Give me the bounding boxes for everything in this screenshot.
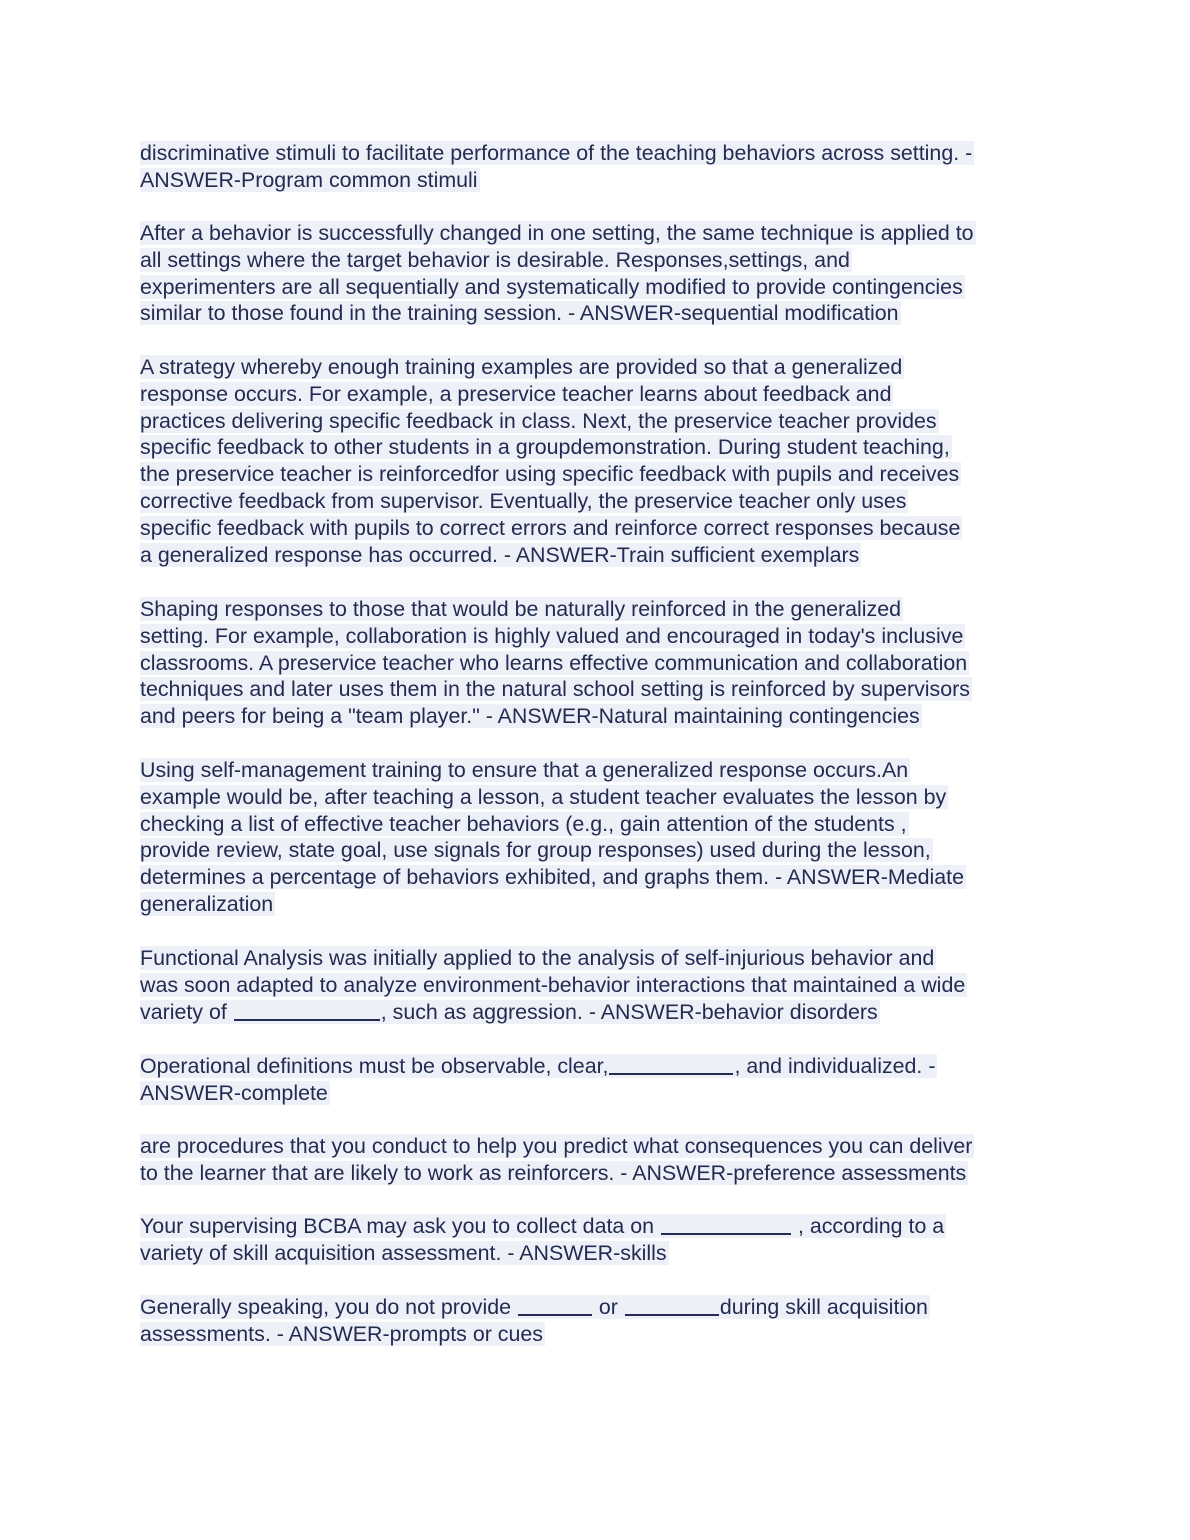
- entry-text-line: specific feedback to other students in a groupdemonstration. During student teaching,: [140, 435, 950, 460]
- blank-suffix-text: , and individualized. -: [734, 1054, 936, 1078]
- blank-suffix-text: during skill acquisition: [719, 1295, 928, 1319]
- blank-prefix-text: Operational definitions must be observable, clear,: [140, 1054, 609, 1078]
- entry-text-line: corrective feedback from supervisor. Eventually, the preservice teacher only uses: [140, 488, 907, 513]
- entry-text-line: A strategy whereby enough training examples are provided so that a generalized: [140, 355, 903, 379]
- entry-text-line: determines a percentage of behaviors exhibited, and graphs them. - ANSWER-Mediate: [140, 865, 964, 890]
- entry-text-line: techniques and later uses them in the natural school setting is reinforced by supervisors: [140, 677, 970, 702]
- entry-text-line: Using self-management training to ensure that a generalized response occurs.An: [140, 758, 909, 782]
- blank-middle-text: or: [592, 1295, 624, 1319]
- entry-text-line: example would be, after teaching a lesson, a student teacher evaluates the lesson by: [140, 784, 947, 809]
- entry-text-line: provide review, state goal, use signals for group responses) used during the lesson,: [140, 838, 931, 863]
- qa-entry-skills: [140, 1213, 1050, 1267]
- entry-text-line: Shaping responses to those that would be naturally reinforced in the generalized: [140, 597, 902, 621]
- qa-entry-sequential-modification: [140, 220, 1050, 327]
- blank-prefix-text: Your supervising BCBA may ask you to collect data on: [140, 1214, 660, 1238]
- entry-text-line: assessments. - ANSWER-prompts or cues: [140, 1321, 543, 1346]
- blank-suffix-text: , according to a: [792, 1214, 945, 1238]
- entry-text-line: was soon adapted to analyze environment-behavior interactions that maintained a wide: [140, 972, 966, 997]
- qa-entry-mediate-generalization: [140, 757, 1050, 918]
- entry-text-line: Functional Analysis was initially applied to the analysis of self-injurious behavior and: [140, 946, 935, 970]
- entry-blank-line: [140, 1214, 946, 1238]
- entry-text-line: experimenters are all sequentially and systematically modified to provide contingencies: [140, 274, 963, 299]
- blank-prefix-text: Generally speaking, you do not provide: [140, 1295, 517, 1319]
- fill-in-blank: [625, 1294, 719, 1316]
- entry-blank-line: [140, 1295, 930, 1319]
- entry-text-line: all settings where the target behavior is desirable. Responses,settings, and: [140, 247, 850, 272]
- entry-text-line: and peers for being a "team player." - ANSWER-Natural maintaining contingencies: [140, 704, 920, 729]
- entry-text-line: variety of skill acquisition assessment. - ANSWER-skills: [140, 1240, 667, 1265]
- entry-text-line: After a behavior is successfully changed in one setting, the same technique is applied to: [140, 221, 974, 245]
- entry-text-line: checking a list of effective teacher behaviors (e.g., gain attention of the students ,: [140, 811, 907, 836]
- entry-text-line: setting. For example, collaboration is highly valued and encouraged in today's inclusive: [140, 623, 964, 648]
- entry-text-line: practices delivering specific feedback in class. Next, the preservice teacher provides: [140, 408, 937, 433]
- fill-in-blank: [234, 999, 380, 1021]
- entry-text-line: specific feedback with pupils to correct errors and reinforce correct responses because: [140, 515, 961, 540]
- qa-entry-program-common-stimuli: [140, 140, 1050, 194]
- qa-entry-complete: [140, 1053, 1050, 1107]
- blank-suffix-text: , such as aggression. - ANSWER-behavior disorders: [380, 999, 878, 1024]
- entry-text-line: ANSWER-Program common stimuli: [140, 167, 478, 192]
- entry-text-line: ANSWER-complete: [140, 1080, 328, 1105]
- qa-entry-preference-assessments: [140, 1133, 1050, 1187]
- entry-text-line: response occurs. For example, a preservice teacher learns about feedback and: [140, 381, 892, 406]
- qa-entry-train-sufficient-exemplars: [140, 354, 1050, 568]
- entry-text-line: discriminative stimuli to facilitate performance of the teaching behaviors across setting. -: [140, 141, 973, 165]
- blank-prefix-text: variety of: [140, 999, 233, 1024]
- fill-in-blank: [518, 1294, 592, 1316]
- entry-text-line: classrooms. A preservice teacher who learns effective communication and collaboration: [140, 650, 968, 675]
- qa-entry-prompts-or-cues: [140, 1294, 1050, 1348]
- qa-entry-natural-maintaining-contingencies: [140, 596, 1050, 730]
- entry-text-line: to the learner that are likely to work as reinforcers. - ANSWER-preference assessments: [140, 1160, 967, 1185]
- entry-text-line: are procedures that you conduct to help you predict what consequences you can deliver: [140, 1134, 973, 1158]
- entry-text-line: a generalized response has occurred. - ANSWER-Train sufficient exemplars: [140, 542, 860, 567]
- entry-text-line: the preservice teacher is reinforcedfor using specific feedback with pupils and receives: [140, 462, 960, 487]
- fill-in-blank: [661, 1213, 791, 1235]
- entry-blank-line: [140, 1000, 880, 1024]
- entry-text-line: generalization: [140, 891, 274, 916]
- entry-blank-line: [140, 1054, 937, 1078]
- qa-entry-behavior-disorders: [140, 945, 1050, 1025]
- entry-text-line: similar to those found in the training session. - ANSWER-sequential modification: [140, 301, 899, 326]
- fill-in-blank: [609, 1053, 733, 1075]
